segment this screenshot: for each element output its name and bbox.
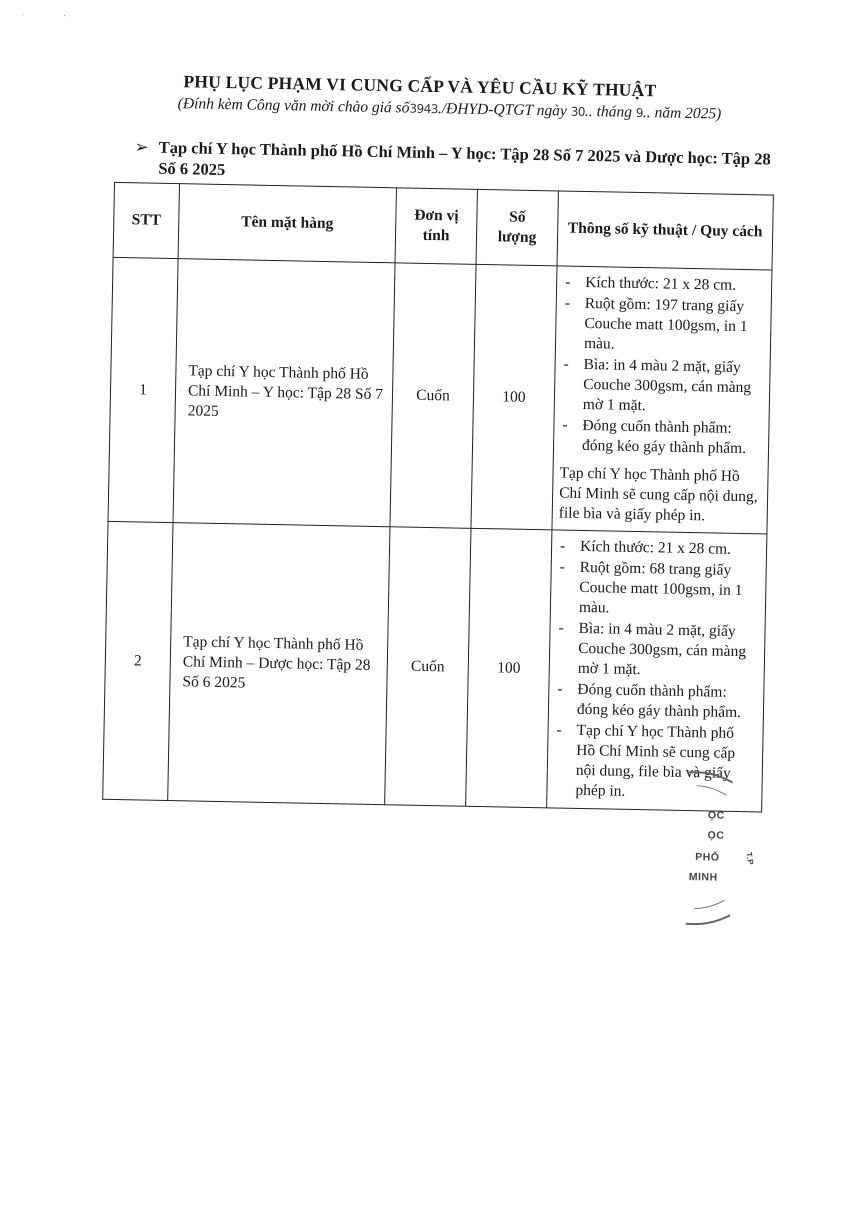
subtitle-prefix: (Đính kèm Công văn mời chào giá số <box>177 95 410 117</box>
row-quantity: 100 <box>466 528 552 808</box>
header-unit <box>395 188 477 265</box>
row-spec <box>547 530 767 812</box>
spec-item <box>558 536 758 560</box>
section-heading <box>134 137 779 191</box>
spec-item <box>561 355 762 419</box>
header-qty-line-2: lượng <box>497 228 537 247</box>
section-title: Tạp chí Y học Thành phố Hồ Chí Minh – Y học: Tập 28 Số 7 2025 và Dược học: Tập 28 Số 6 2025 <box>158 137 771 180</box>
header-quantity <box>476 189 558 266</box>
spec-text: Kích thước: 21 x 28 cm. <box>579 537 732 558</box>
subtitle-mid-2: .. tháng <box>584 102 633 121</box>
handwritten-day: 30 <box>570 104 586 119</box>
dash-bullet: - <box>564 294 571 312</box>
spec-text: Bìa: in 4 màu 2 mặt, giấy Couche 300gsm, cán màng mờ 1 mặt. <box>582 355 752 415</box>
page-title: PHỤ LỤC PHẠM VI CUNG CẤP VÀ YÊU CẦU KỸ THUẬT <box>183 71 657 101</box>
spec-list <box>553 536 758 804</box>
spec-text: Đóng cuốn thành phẩm: đóng kéo gáy thành phẩm. <box>581 416 747 458</box>
header-unit-line-2: tính <box>422 226 450 245</box>
dash-bullet: - <box>557 680 563 698</box>
spec-item <box>556 618 757 682</box>
dash-bullet: - <box>563 355 569 373</box>
row-unit: Cuốn <box>390 263 476 529</box>
items-table <box>102 182 774 813</box>
header-item-name: Tên mặt hàng <box>178 184 396 263</box>
table-row <box>103 521 767 812</box>
handwritten-month: 9 <box>635 105 644 121</box>
spec-text: Ruột gồm: 197 trang giấy Couche matt 100gsm, in 1 màu. <box>583 294 748 353</box>
stamp-text-line-4: MINH <box>688 871 718 884</box>
stamp-text-line-2: ỌC <box>707 829 725 842</box>
dash-bullet: - <box>565 273 571 291</box>
spec-item <box>555 679 756 723</box>
row-spec <box>552 266 772 534</box>
scan-specks: · · <box>21 10 85 23</box>
spec-text: Đóng cuốn thành phẩm: đóng kéo gáy thành phẩm. <box>576 680 742 722</box>
dash-bullet: - <box>562 416 568 434</box>
spec-text: Tạp chí Y học Thành phố Hồ Chí Minh sẽ cung cấp nội dung, file bìa và giấy phép in. <box>575 721 736 800</box>
row-stt: 2 <box>103 521 173 800</box>
header-qty-line-1: Số <box>509 208 526 226</box>
spec-note: Tạp chí Y học Thành phố Hồ Chí Minh sẽ cung cấp nội dung, file bìa và giấy phép in. <box>558 464 758 525</box>
subtitle-end: .. năm 2025) <box>642 104 722 123</box>
dash-bullet: - <box>559 537 566 555</box>
row-unit: Cuốn <box>385 527 471 807</box>
dash-bullet: - <box>559 558 566 576</box>
spec-item <box>560 416 761 460</box>
official-stamp <box>656 770 769 922</box>
stamp-text-line-3: PHỐ <box>695 851 720 864</box>
header-unit-line-1: Đơn vị <box>414 206 459 225</box>
dash-bullet: - <box>556 721 562 739</box>
row-quantity: 100 <box>471 264 557 530</box>
spec-text: Ruột gồm: 68 trang giấy Couche matt 100gsm, in 1 màu. <box>578 558 743 617</box>
header-stt: STT <box>113 182 179 258</box>
header-spec: Thông số kỹ thuật / Quy cách <box>557 191 773 270</box>
handwritten-doc-number: 3943 <box>409 101 439 117</box>
row-item-name: Tạp chí Y học Thành phố Hồ Chí Minh – Dược học: Tập 28 Số 6 2025 <box>168 523 390 805</box>
row-item-name: Tạp chí Y học Thành phố Hồ Chí Minh – Y học: Tập 28 Số 7 2025 <box>173 259 395 527</box>
row-stt: 1 <box>108 257 178 522</box>
spec-item <box>557 557 758 621</box>
dash-bullet: - <box>558 619 564 637</box>
table-header-row <box>113 182 773 270</box>
spec-list <box>560 273 763 460</box>
table-row <box>108 257 772 534</box>
subtitle-mid-1: ./ĐHYD-QTGT ngày <box>437 100 567 120</box>
spec-text: Bìa: in 4 màu 2 mặt, giấy Couche 300gsm, cán màng mờ 1 mặt. <box>577 619 747 679</box>
stamp-side-text: T.P <box>744 851 756 866</box>
stamp-text-line-1: ỌC <box>707 809 725 822</box>
arrow-bullet-icon: ➢ <box>134 137 149 157</box>
spec-item <box>563 273 763 297</box>
spec-text: Kích thước: 21 x 28 cm. <box>585 273 737 294</box>
spec-item <box>562 294 763 358</box>
